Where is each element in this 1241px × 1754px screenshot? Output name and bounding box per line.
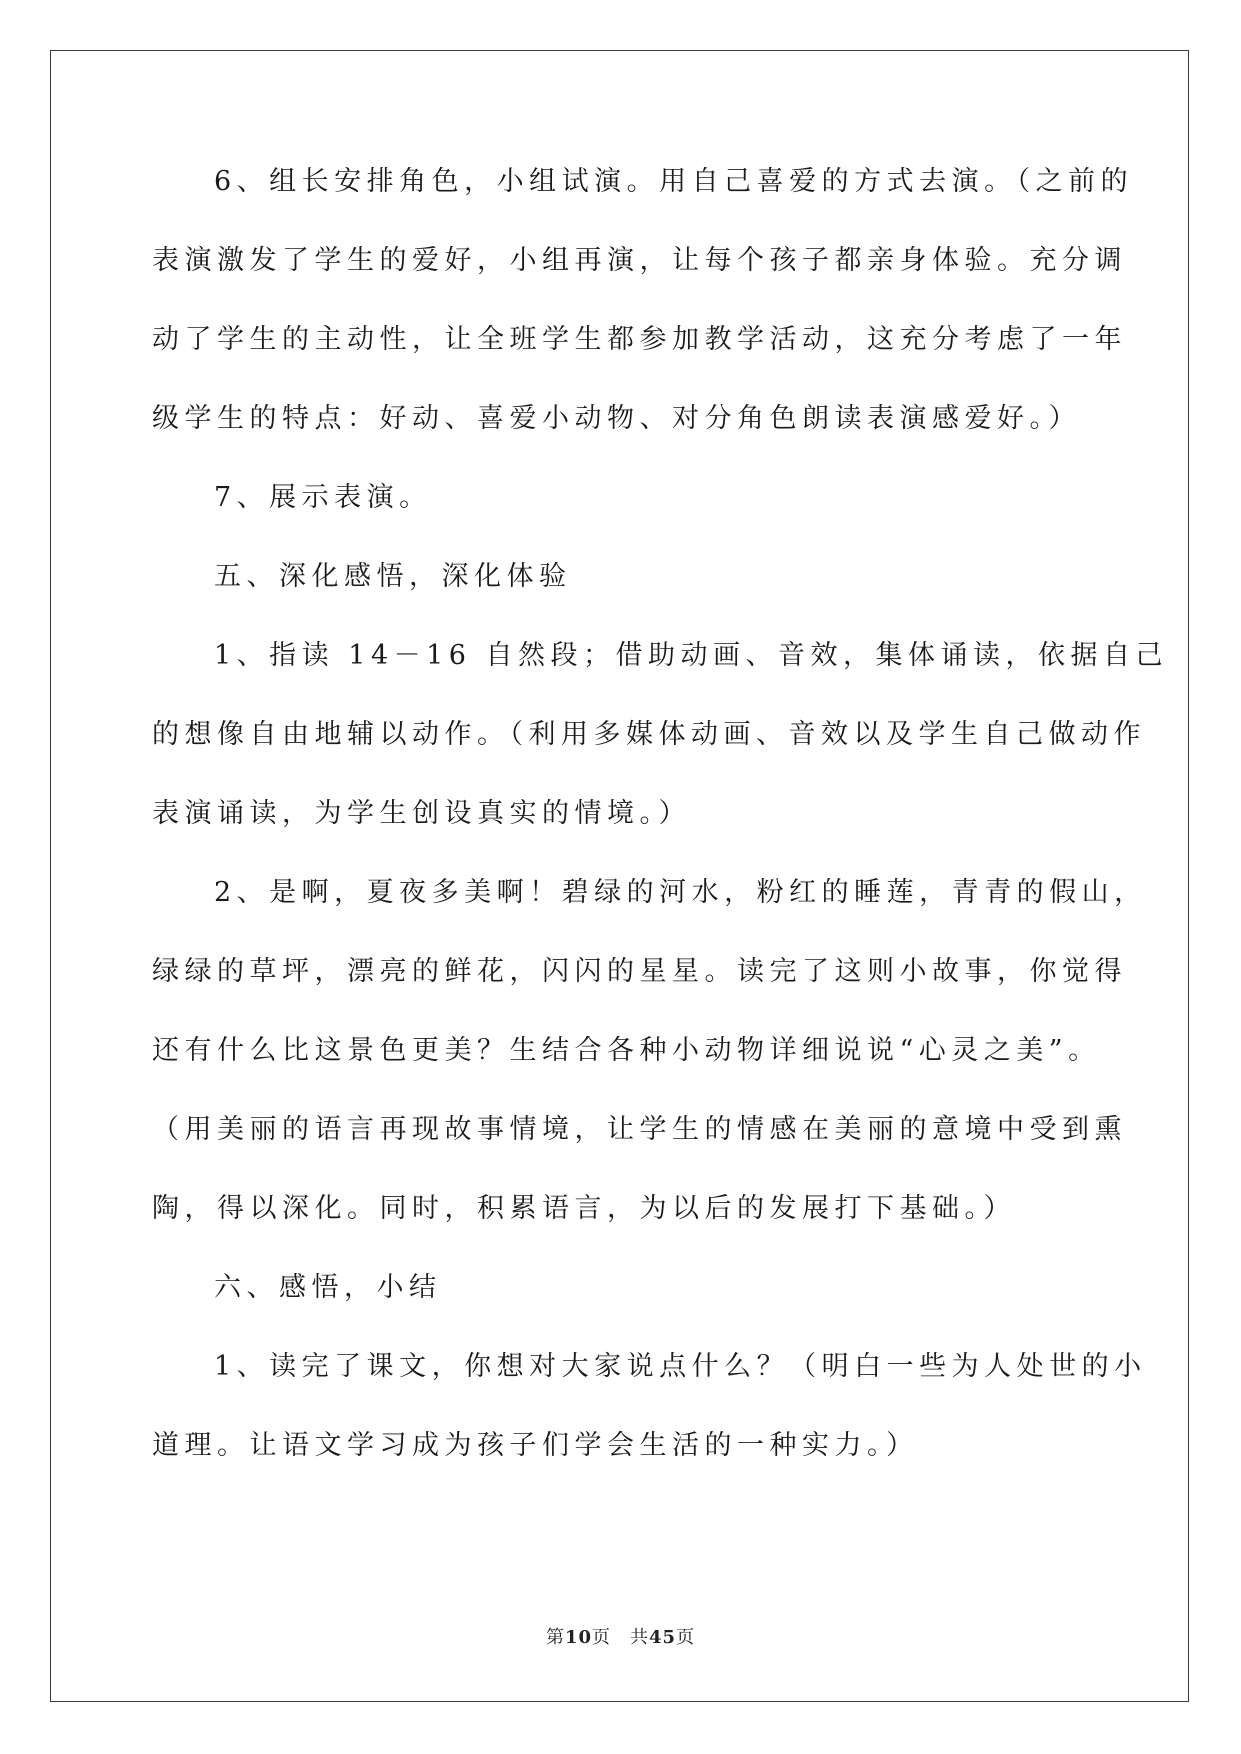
total-page-count: 45 xyxy=(649,1627,677,1648)
paragraph-line: 道理。让语文学习成为孩子们学会生活的一种实力。） xyxy=(152,1430,919,1461)
paragraph-line: 的想像自由地辅以动作。（利用多媒体动画、音效以及学生自己做动作 xyxy=(152,719,1146,750)
paragraph-line: 表演激发了学生的爱好，小组再演，让每个孩子都亲身体验。充分调 xyxy=(152,245,1127,276)
section-heading: 五、深化感悟，深化体验 xyxy=(214,561,572,592)
footer-middle: 页 共 xyxy=(592,1627,649,1648)
paragraph-line: 6、组长安排角色，小组试演。用自己喜爱的方式去演。（之前的 xyxy=(214,166,1134,197)
paragraph-line: 级学生的特点：好动、喜爱小动物、对分角色朗读表演感爱好。） xyxy=(152,403,1081,434)
current-page-number: 10 xyxy=(564,1627,592,1648)
paragraph-line: 还有什么比这景色更美？生结合各种小动物详细说说“心灵之美”。 xyxy=(152,1035,1101,1066)
page-footer xyxy=(0,1626,1241,1650)
paragraph-line: 2、是啊，夏夜多美啊！碧绿的河水，粉红的睡莲，青青的假山， xyxy=(214,877,1147,908)
footer-prefix: 第 xyxy=(545,1627,565,1648)
section-heading: 六、感悟，小结 xyxy=(214,1272,442,1303)
paragraph-line: （用美丽的语言再现故事情境，让学生的情感在美丽的意境中受到熏 xyxy=(152,1114,1127,1145)
paragraph-line: 绿绿的草坪，漂亮的鲜花，闪闪的星星。读完了这则小故事，你觉得 xyxy=(152,956,1127,987)
paragraph-line: 1、指读 14－16 自然段；借助动画、音效，集体诵读，依据自己 xyxy=(214,640,1169,671)
paragraph-line: 1、读完了课文，你想对大家说点什么？（明白一些为人处世的小 xyxy=(214,1351,1147,1382)
paragraph-line: 7、展示表演。 xyxy=(214,482,432,513)
footer-suffix: 页 xyxy=(676,1627,696,1648)
paragraph-line: 表演诵读，为学生创设真实的情境。） xyxy=(152,798,691,829)
paragraph-line: 动了学生的主动性，让全班学生都参加教学活动，这充分考虑了一年 xyxy=(152,324,1127,355)
paragraph-line: 陶，得以深化。同时，积累语言，为以后的发展打下基础。） xyxy=(152,1193,1016,1224)
